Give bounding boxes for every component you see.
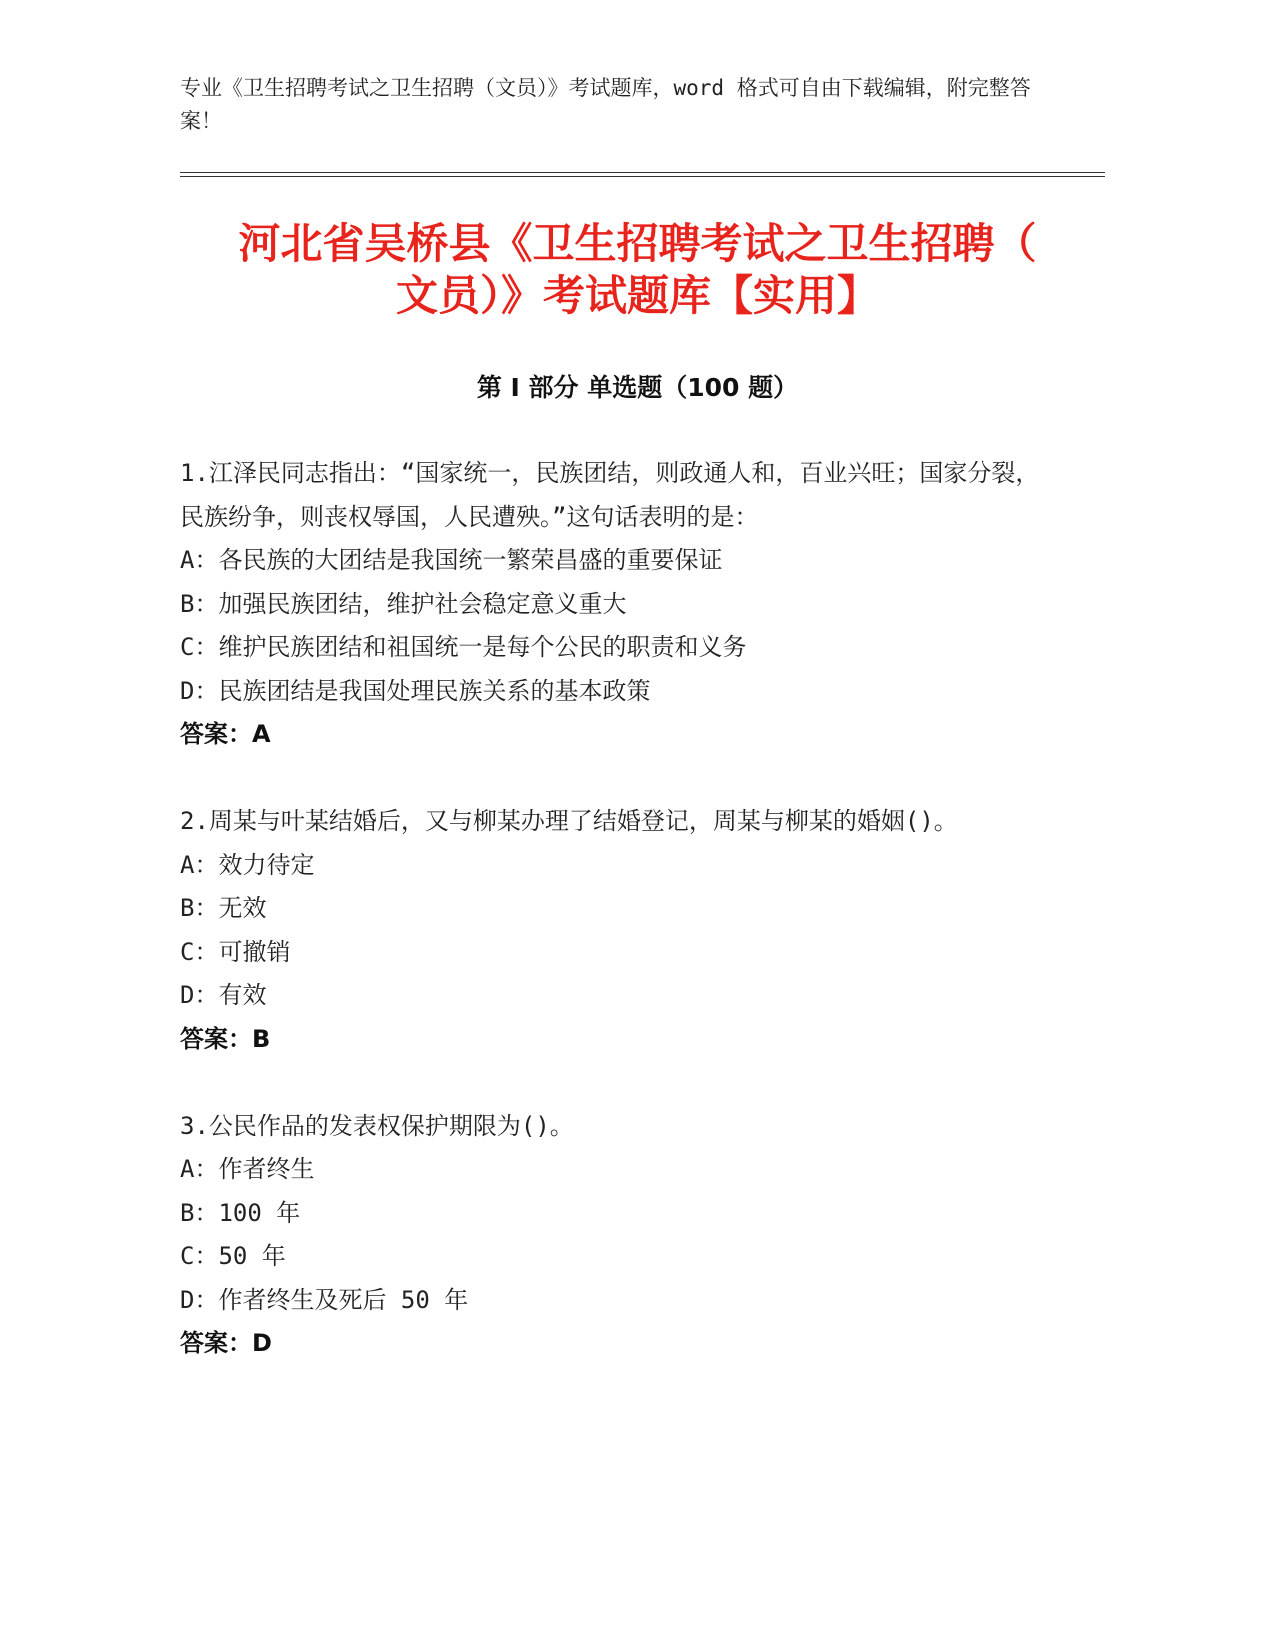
section-title: 第 I 部分 单选题（100 题） — [476, 373, 799, 402]
option-b: B：无效 — [180, 894, 267, 922]
option-d: D：作者终生及死后 50 年 — [180, 1285, 469, 1314]
document-title-line-1: 河北省吴桥县《卫生招聘考试之卫生招聘（ — [238, 219, 1037, 268]
option-b: B：100 年 — [180, 1198, 301, 1227]
option-c: C：50 年 — [180, 1242, 286, 1270]
document-title — [150, 218, 1125, 322]
option-d: D：有效 — [180, 981, 267, 1009]
question-1 — [180, 452, 1060, 757]
option-c: C：可撤销 — [180, 937, 291, 966]
question-stem: 3.公民作品的发表权保护期限为()。 — [180, 1111, 574, 1140]
document-title-line-2: 文员）》考试题库【实用】 — [395, 271, 879, 320]
question-2 — [180, 800, 1060, 1061]
option-d: D：民族团结是我国处理民族关系的基本政策 — [180, 676, 651, 705]
answer: 答案：D — [180, 1329, 272, 1357]
header-note: 专业《卫生招聘考试之卫生招聘（文员）》考试题库，word 格式可自由下载编辑，附完整答案！ — [180, 76, 1031, 133]
header-divider-top — [180, 172, 1105, 173]
question-stem: 2.周某与叶某结婚后，又与柳某办理了结婚登记，周某与柳某的婚姻()。 — [180, 807, 958, 835]
answer: 答案：B — [180, 1024, 271, 1053]
option-a: A：作者终生 — [180, 1155, 315, 1183]
option-c: C：维护民族团结和祖国统一是每个公民的职责和义务 — [180, 633, 747, 661]
question-list — [180, 452, 1060, 1409]
header-divider-bottom — [180, 176, 1105, 177]
question-3 — [180, 1105, 1060, 1366]
option-b: B：加强民族团结，维护社会稳定意义重大 — [180, 589, 627, 618]
question-stem: 1.江泽民同志指出：“国家统一，民族团结，则政通人和，百业兴旺；国家分裂，民族纷争，则丧权辱国，人民遭殃。”这句话表明的是： — [180, 459, 1040, 531]
option-a: A：效力待定 — [180, 850, 315, 879]
option-a: A：各民族的大团结是我国统一繁荣昌盛的重要保证 — [180, 546, 723, 574]
answer: 答案：A — [180, 720, 271, 748]
